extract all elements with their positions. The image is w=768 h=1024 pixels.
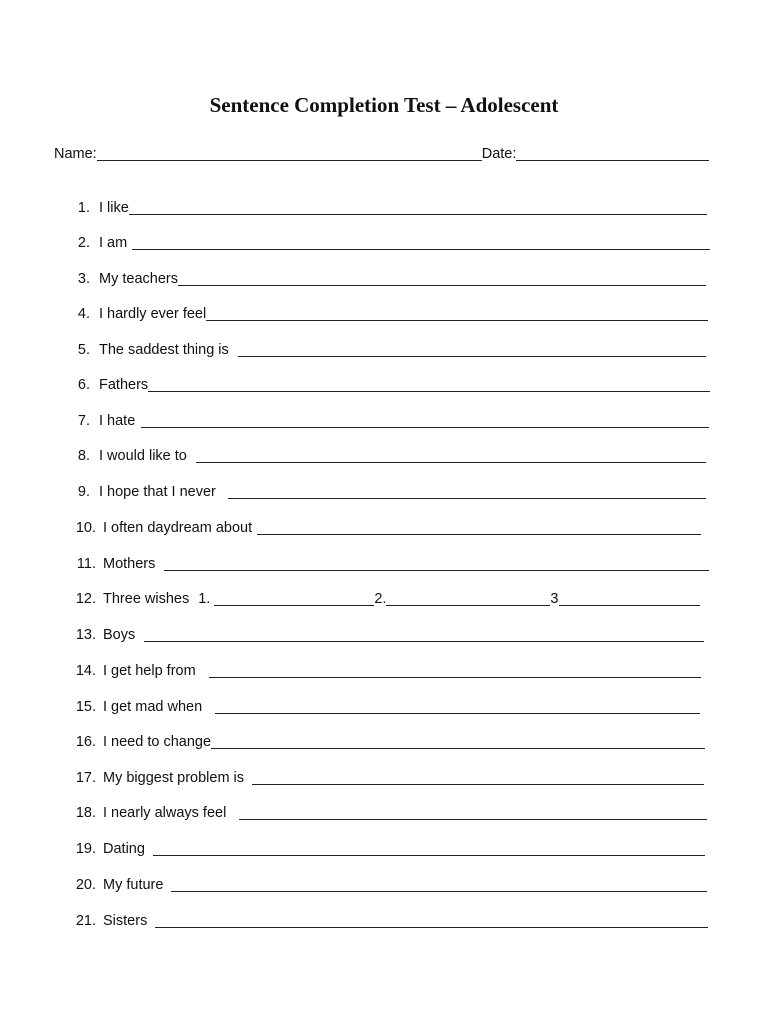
item-number: 7. [77,413,90,429]
item-row [72,555,709,573]
header-row [54,145,709,163]
item-row [72,412,709,430]
item-row [72,305,708,323]
item-prompt: I would like to [99,448,187,464]
item-prompt: Mothers [103,556,156,572]
wish-label-3: 3 [550,591,559,607]
date-label: Date: [481,146,517,162]
answer-blank[interactable] [257,520,701,535]
answer-blank[interactable] [153,841,705,856]
answer-blank[interactable] [252,770,704,785]
wish-blank-2[interactable] [386,591,550,606]
item-number: 10. [75,520,96,536]
answer-blank[interactable] [155,913,708,928]
item-prompt: I get mad when [103,699,203,715]
item-prompt: I hate [99,413,136,429]
item-number: 4. [77,306,90,322]
answer-blank[interactable] [171,877,707,892]
answer-blank[interactable] [132,235,710,250]
item-prompt: Boys [103,627,136,643]
answer-blank[interactable] [129,200,707,215]
item-number: 16. [75,734,96,750]
item-number: 21. [75,913,96,929]
answer-blank[interactable] [164,556,709,571]
item-row [72,234,710,252]
item-prompt: I like [99,200,129,216]
wish-label-2: 2. [374,591,387,607]
item-number: 9. [77,484,90,500]
item-prompt: My teachers [99,271,178,287]
item-row [72,804,707,822]
item-row [72,376,710,394]
item-row [72,270,706,288]
answer-blank[interactable] [228,484,706,499]
item-row [72,912,708,930]
item-number: 15. [75,699,96,715]
item-prompt: I get help from [103,663,196,679]
wish-blank-3[interactable] [559,591,700,606]
item-row [72,733,705,751]
answer-blank[interactable] [178,271,706,286]
name-label: Name: [54,146,97,162]
item-number: 14. [75,663,96,679]
item-number: 19. [75,841,96,857]
item-prompt: My biggest problem is [103,770,245,786]
answer-blank[interactable] [215,699,700,714]
item-number: 13. [75,627,96,643]
item-number: 5. [77,342,90,358]
item-number: 11. [76,556,96,572]
answer-blank[interactable] [239,805,707,820]
date-field[interactable] [516,146,709,161]
item-number: 8. [77,448,90,464]
item-prompt: I nearly always feel [103,805,227,821]
item-row [72,698,700,716]
item-row [72,662,701,680]
item-prompt: The saddest thing is [99,342,229,358]
answer-blank[interactable] [148,377,710,392]
item-prompt: I often daydream about [103,520,253,536]
item-prompt: Dating [103,841,145,857]
item-prompt: My future [103,877,164,893]
item-prompt: I am [99,235,128,251]
item-number: 18. [75,805,96,821]
item-row [72,199,707,217]
answer-blank[interactable] [238,342,706,357]
answer-blank[interactable] [209,663,701,678]
item-number: 1. [77,200,90,216]
item-number: 6. [77,377,90,393]
answer-blank[interactable] [206,306,708,321]
item-prompt: Three wishes [103,591,190,607]
answer-blank[interactable] [211,734,705,749]
item-row [72,626,704,644]
item-number: 2. [77,235,90,251]
item-row [72,483,706,501]
item-number: 12. [75,591,96,607]
wish-blank-1[interactable] [214,591,374,606]
answer-blank[interactable] [144,627,704,642]
item-row [72,876,707,894]
wish-label-1: 1. [198,591,211,607]
item-number: 17. [75,770,96,786]
answer-blank[interactable] [141,413,709,428]
item-prompt: Sisters [103,913,148,929]
item-number: 20. [75,877,96,893]
item-row [72,341,706,359]
item-row [72,769,704,787]
page-title: Sentence Completion Test – Adolescent [209,93,559,117]
item-row [72,519,701,537]
answer-blank[interactable] [196,448,706,463]
item-number: 3. [77,271,90,287]
item-row-three-wishes [72,590,700,608]
name-field[interactable] [97,146,482,161]
item-prompt: I hope that I never [99,484,216,500]
item-prompt: I need to change [103,734,212,750]
item-row [72,840,705,858]
item-prompt: I hardly ever feel [99,306,207,322]
item-prompt: Fathers [99,377,149,393]
item-row [72,447,706,465]
